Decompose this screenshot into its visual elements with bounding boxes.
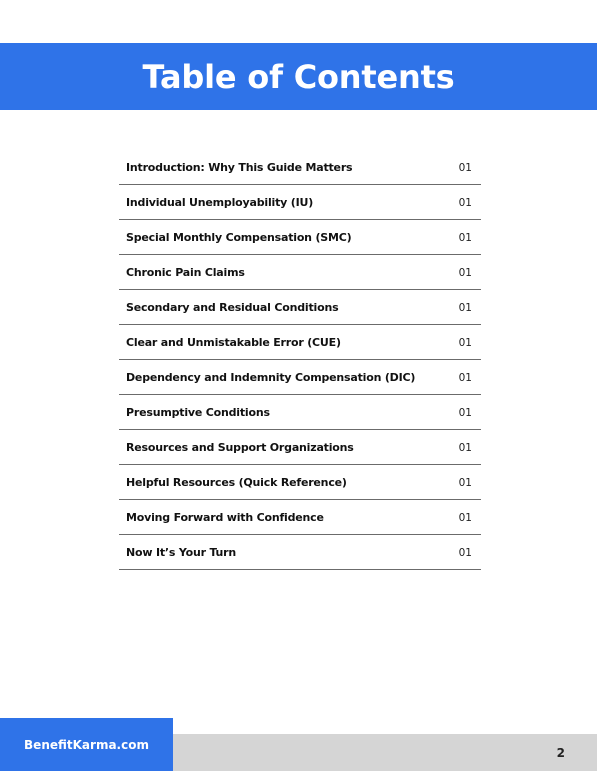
toc-entry-label: Introduction: Why This Guide Matters [126, 161, 353, 174]
toc-entry-page: 01 [458, 266, 472, 279]
toc-entry-page: 01 [458, 476, 472, 489]
footer-brand-block [0, 718, 173, 771]
toc-entry-page: 01 [458, 546, 472, 559]
toc-entry-label: Secondary and Residual Conditions [126, 301, 339, 314]
toc-entry-label: Special Monthly Compensation (SMC) [126, 231, 352, 244]
table-of-contents [119, 151, 481, 571]
toc-entry-page: 01 [458, 196, 472, 209]
toc-entry-label: Dependency and Indemnity Compensation (DIC) [126, 371, 416, 384]
toc-entry[interactable] [119, 431, 481, 465]
title-banner [0, 43, 597, 110]
toc-entry-label: Presumptive Conditions [126, 406, 270, 419]
toc-entry-label: Individual Unemployability (IU) [126, 196, 314, 209]
toc-entry[interactable] [119, 466, 481, 500]
toc-entry-label: Now It’s Your Turn [126, 546, 237, 559]
toc-entry-page: 01 [458, 441, 472, 454]
toc-entry[interactable] [119, 221, 481, 255]
toc-entry[interactable] [119, 151, 481, 185]
toc-entry-label: Moving Forward with Confidence [126, 511, 324, 524]
toc-entry[interactable] [119, 396, 481, 430]
page-title: Table of Contents [142, 57, 455, 96]
toc-entry-page: 01 [458, 301, 472, 314]
toc-entry[interactable] [119, 326, 481, 360]
toc-entry-label: Resources and Support Organizations [126, 441, 354, 454]
toc-entry[interactable] [119, 256, 481, 290]
page-number: 2 [556, 746, 565, 760]
toc-entry-page: 01 [458, 336, 472, 349]
footer-brand-link[interactable]: BenefitKarma.com [24, 737, 149, 752]
toc-entry-page: 01 [458, 161, 472, 174]
toc-entry-label: Clear and Unmistakable Error (CUE) [126, 336, 341, 349]
toc-entry-page: 01 [458, 371, 472, 384]
toc-entry-page: 01 [458, 231, 472, 244]
toc-entry-label: Chronic Pain Claims [126, 266, 245, 279]
toc-entry[interactable] [119, 291, 481, 325]
toc-entry-page: 01 [458, 406, 472, 419]
toc-entry[interactable] [119, 186, 481, 220]
toc-entry[interactable] [119, 501, 481, 535]
toc-entry[interactable] [119, 536, 481, 570]
toc-entry[interactable] [119, 361, 481, 395]
toc-entry-page: 01 [458, 511, 472, 524]
toc-entry-label: Helpful Resources (Quick Reference) [126, 476, 347, 489]
